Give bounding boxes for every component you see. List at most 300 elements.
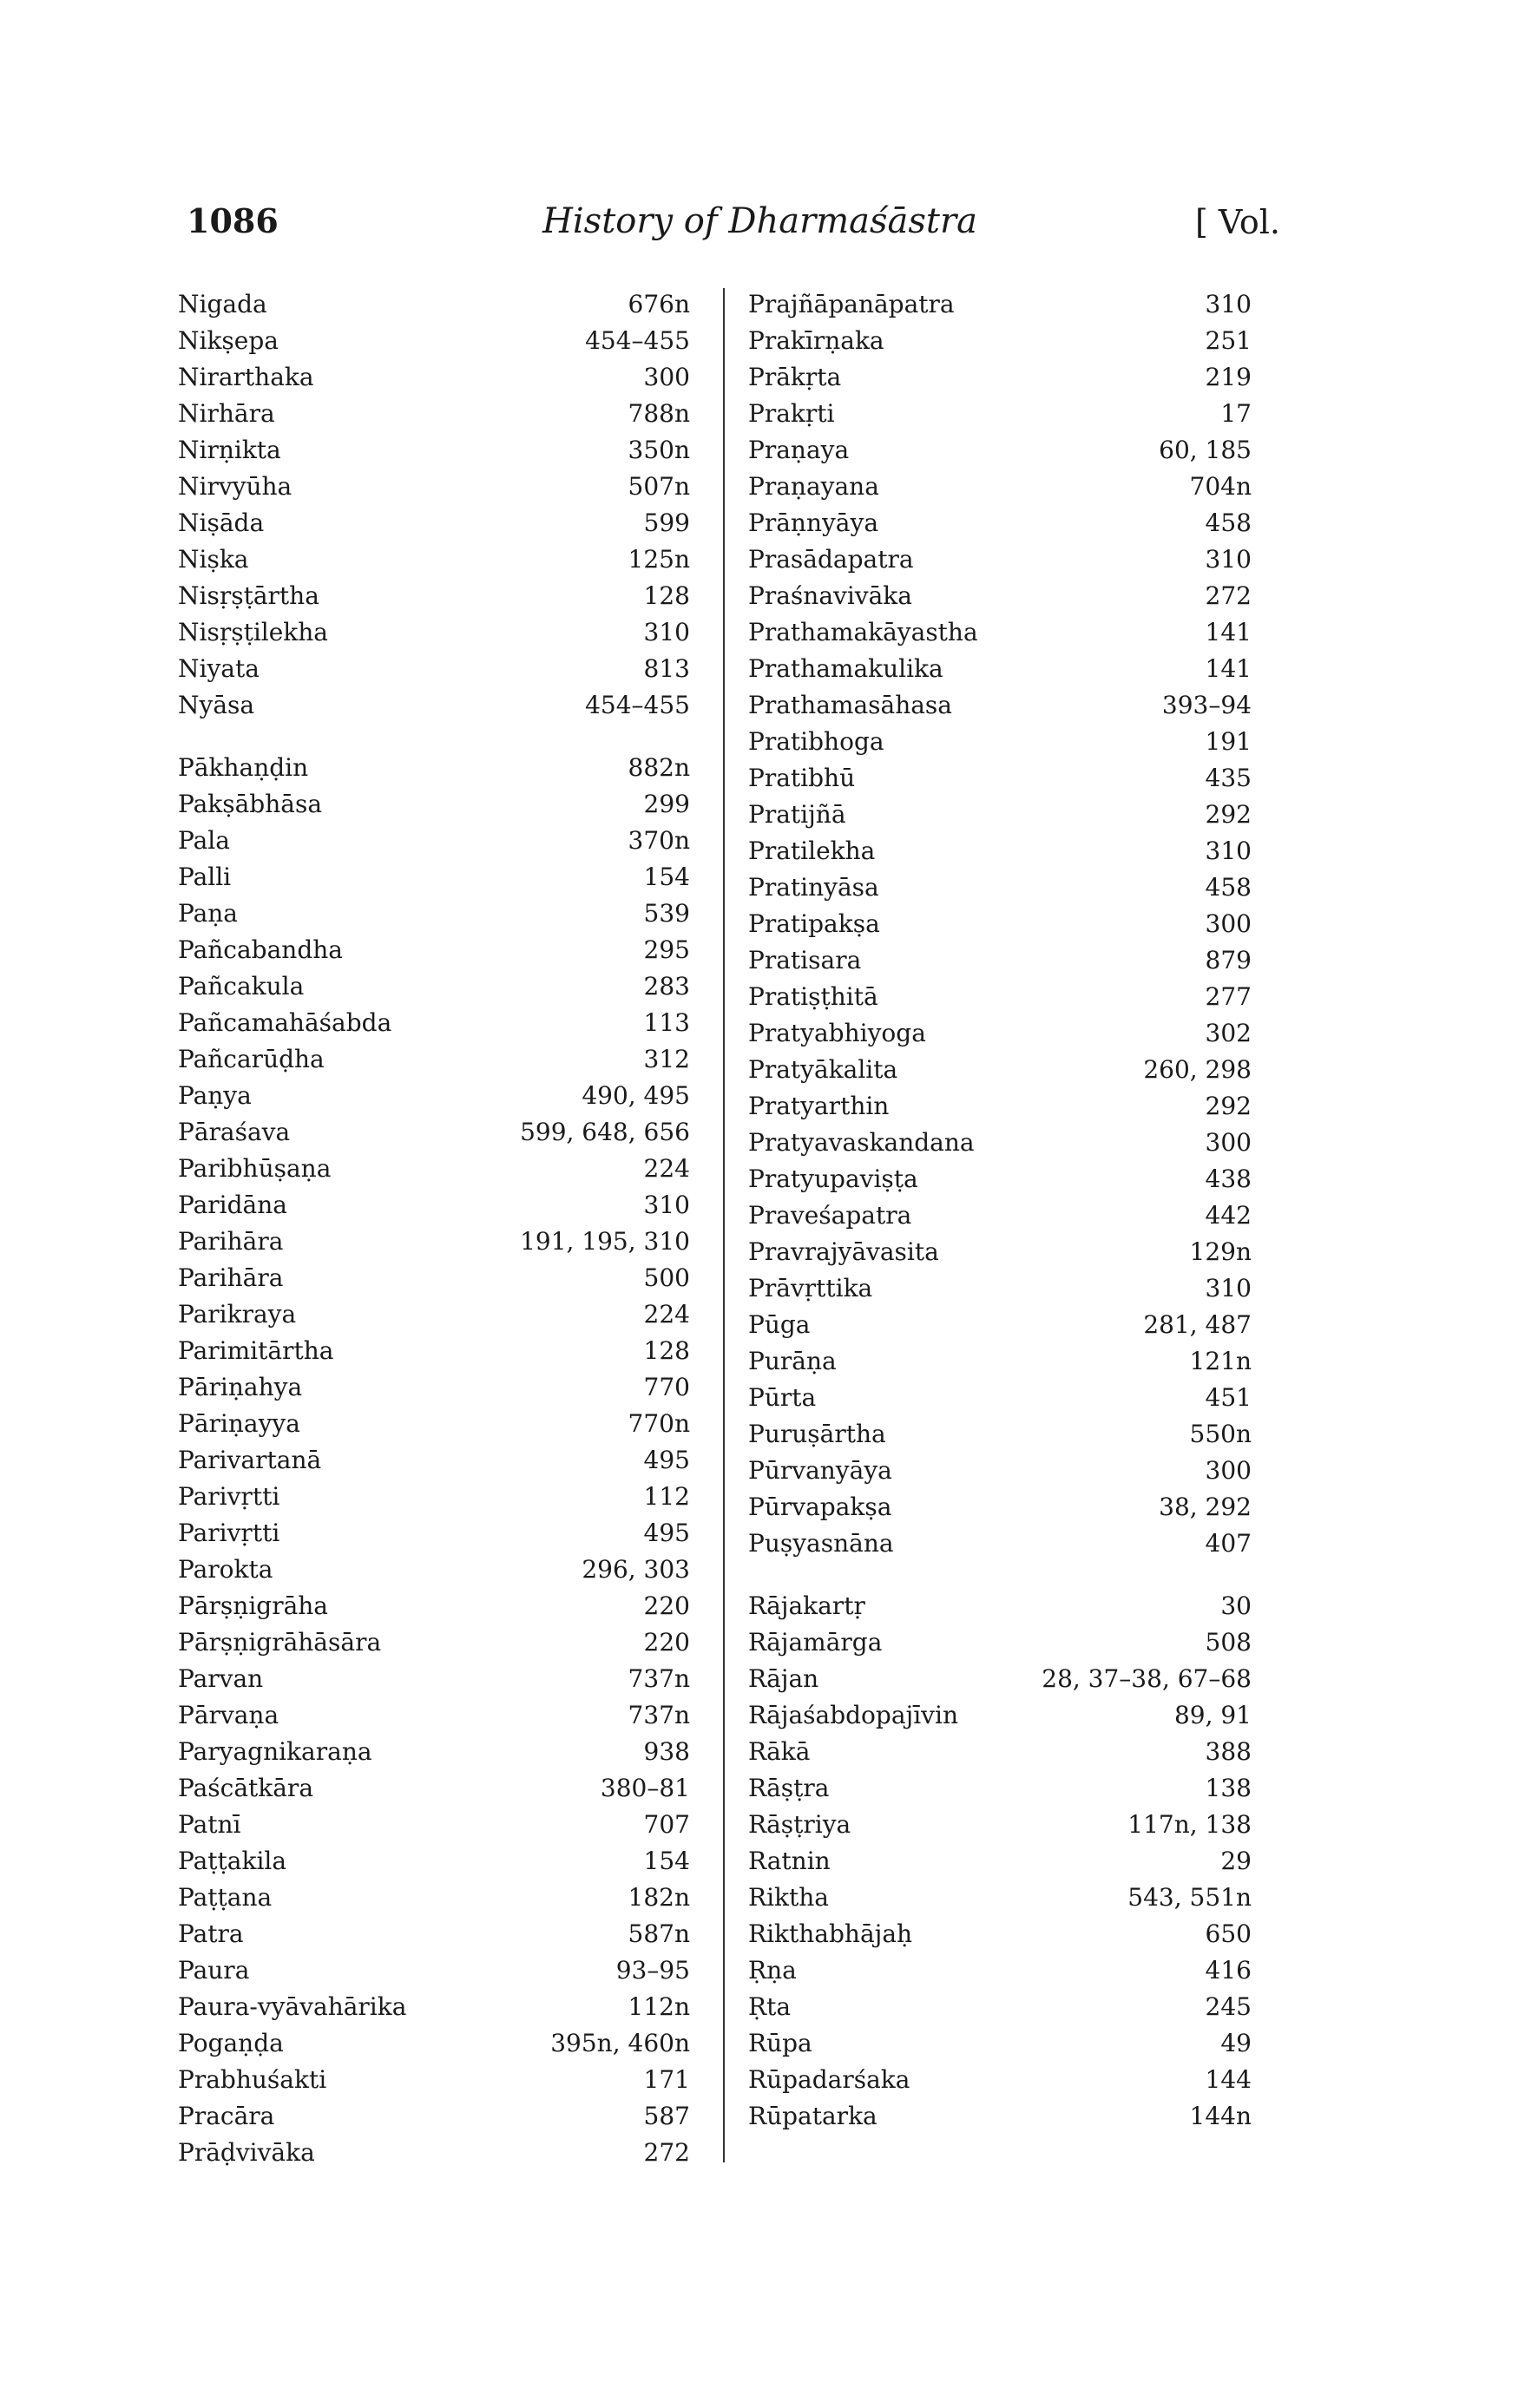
index-term: Puruṣārtha [748, 1420, 886, 1448]
index-term: Parokta [178, 1555, 273, 1584]
index-term: Paścātkāra [178, 1774, 314, 1802]
index-term: Paṇya [178, 1081, 252, 1110]
index-term: Pratyākalita [748, 1055, 898, 1084]
page-reference: 138 [1205, 1774, 1252, 1802]
page-reference: 587 [643, 2102, 690, 2130]
page-reference: 154 [643, 1847, 690, 1875]
index-term: Pañcabandha [178, 935, 343, 964]
index-term: Praśnavivāka [748, 581, 912, 610]
index-entry [178, 1588, 699, 1624]
index-term: Pūrvanyāya [748, 1456, 892, 1485]
page-reference: 89, 91 [1173, 1701, 1252, 1729]
index-entry [748, 1843, 1260, 1880]
index-entry [178, 687, 699, 724]
index-term: Prakṛti [748, 399, 835, 428]
page-reference: 121n [1189, 1347, 1252, 1375]
index-term: Prakīrṇaka [748, 326, 884, 355]
index-term: Niṣāda [178, 509, 265, 537]
index-term: Paṭṭakila [178, 1847, 287, 1875]
index-entry [178, 968, 699, 1005]
index-term: Pratilekha [748, 837, 876, 865]
index-entry [178, 1078, 699, 1114]
index-term: Prabhuśakti [178, 2065, 327, 2094]
page-reference: 277 [1205, 982, 1252, 1011]
index-term: Pratyavaskandana [748, 1128, 975, 1157]
page-reference: 650 [1205, 1919, 1252, 1948]
page-reference: 407 [1205, 1529, 1252, 1558]
page-reference: 128 [643, 1336, 690, 1365]
index-term: Rūpatarka [748, 2102, 877, 2130]
index-term: Parivṛtti [178, 1482, 280, 1511]
index-term: Pārvaṇa [178, 1701, 279, 1729]
page-reference: 191, 195, 310 [520, 1227, 690, 1256]
index-entry [748, 1270, 1260, 1307]
page-reference: 60, 185 [1159, 436, 1252, 464]
index-entry [748, 1416, 1260, 1453]
index-entry [748, 396, 1260, 432]
index-term: Praṇaya [748, 436, 850, 464]
index-term: Rikthabhājaḥ [748, 1919, 913, 1948]
index-entry [748, 1697, 1260, 1734]
index-term: Nigada [178, 290, 267, 318]
index-term: Purāṇa [748, 1347, 837, 1375]
page-reference: 17 [1220, 399, 1252, 428]
index-entry [178, 578, 699, 614]
index-entry [748, 2025, 1260, 2062]
index-entry [178, 359, 699, 396]
index-entry [178, 1552, 699, 1588]
page-reference: 171 [643, 2065, 690, 2094]
index-entry [748, 1989, 1260, 2025]
index-entry [748, 1343, 1260, 1380]
index-term: Paridāna [178, 1191, 287, 1219]
page-reference: 370n [628, 826, 690, 855]
index-entry [178, 896, 699, 932]
index-entry [748, 833, 1260, 869]
index-term: Pracāra [178, 2102, 275, 2130]
index-term: Pratiṣṭhitā [748, 982, 878, 1011]
page-reference: 125n [628, 545, 690, 574]
index-entry [748, 797, 1260, 833]
index-term: Nikṣepa [178, 326, 279, 355]
index-entry [178, 1296, 699, 1333]
index-entry [178, 505, 699, 541]
page-reference: 438 [1205, 1165, 1252, 1193]
page-reference: 350n [628, 436, 690, 464]
index-term: Nirvyūha [178, 472, 292, 501]
index-entry [178, 786, 699, 823]
index-term: Rāṣṭra [748, 1774, 830, 1802]
index-term: Pañcakula [178, 972, 305, 1001]
index-entry [748, 432, 1260, 469]
index-term: Parvan [178, 1664, 264, 1693]
page-reference: 29 [1220, 1847, 1252, 1875]
index-entry [178, 469, 699, 505]
index-entry [178, 2098, 699, 2135]
page-reference: 292 [1205, 1092, 1252, 1120]
index-entry [178, 396, 699, 432]
index-term: Patnī [178, 1810, 241, 1839]
index-entry [748, 323, 1260, 359]
index-term: Prāvṛttika [748, 1274, 873, 1302]
index-term: Pākhaṇḍin [178, 753, 309, 782]
index-term: Niṣka [178, 545, 249, 574]
index-term: Rājan [748, 1664, 819, 1693]
page-reference: 507n [628, 472, 690, 501]
index-term: Parikraya [178, 1300, 297, 1329]
index-entry [178, 750, 699, 786]
page-reference: 30 [1220, 1591, 1252, 1620]
page-reference: 141 [1205, 618, 1252, 646]
page-reference: 283 [643, 972, 690, 1001]
index-entry [178, 1807, 699, 1843]
page-reference: 144 [1205, 2065, 1252, 2094]
page-reference: 112 [643, 1482, 690, 1511]
index-term: Pravrajyāvasita [748, 1237, 939, 1266]
index-term: Pratyabhiyoga [748, 1019, 926, 1047]
page-reference: 599 [643, 509, 690, 537]
index-entry [178, 1224, 699, 1260]
group-spacer [748, 1562, 1260, 1588]
index-entry [178, 1515, 699, 1552]
index-term: Parimitārtha [178, 1336, 334, 1365]
page-reference: 272 [1205, 581, 1252, 610]
index-entry [178, 614, 699, 651]
page-reference: 676n [628, 290, 690, 318]
index-term: Pratisara [748, 946, 862, 974]
page-reference: 144n [1189, 2102, 1252, 2130]
index-term: Parivṛtti [178, 1519, 280, 1547]
page-reference: 770n [628, 1409, 690, 1438]
page-reference: 508 [1205, 1628, 1252, 1657]
index-entry [748, 1489, 1260, 1526]
index-term: Pāriṇayya [178, 1409, 300, 1438]
index-term: Pāraśava [178, 1118, 291, 1146]
index-term: Ratnin [748, 1847, 831, 1875]
page-reference: 587n [628, 1919, 690, 1948]
index-entry [178, 823, 699, 859]
index-term: Nirarthaka [178, 363, 314, 391]
page-reference: 224 [643, 1300, 690, 1329]
page-number: 1086 [187, 201, 279, 240]
page-reference: 770 [643, 1373, 690, 1401]
index-entry [748, 724, 1260, 760]
index-term: Nyāsa [178, 691, 255, 719]
index-term: Prasādapatra [748, 545, 914, 574]
page-reference: 141 [1205, 654, 1252, 683]
page-reference: 292 [1205, 800, 1252, 829]
index-term: Ṛṇa [748, 1956, 797, 1985]
index-term: Parihāra [178, 1227, 284, 1256]
page-reference: 260, 298 [1143, 1055, 1252, 1084]
index-entry [178, 1041, 699, 1078]
index-term: Riktha [748, 1883, 829, 1912]
page-reference: 113 [643, 1008, 690, 1037]
page-reference: 495 [643, 1446, 690, 1474]
page-reference: 281, 487 [1143, 1310, 1252, 1339]
page-reference: 128 [643, 581, 690, 610]
page-reference: 454–455 [585, 691, 690, 719]
page-reference: 879 [1205, 946, 1252, 974]
index-entry [748, 2062, 1260, 2098]
index-term: Nisṛṣṭilekha [178, 618, 329, 646]
page-reference: 454–455 [585, 326, 690, 355]
page-reference: 312 [643, 1045, 690, 1073]
index-term: Pratibhū [748, 764, 856, 792]
index-column-right [748, 286, 1260, 2135]
index-entry [748, 614, 1260, 651]
index-entry [178, 1005, 699, 1041]
index-entry [178, 323, 699, 359]
index-entry [178, 1151, 699, 1187]
index-entry [178, 1260, 699, 1296]
page-reference: 737n [628, 1701, 690, 1729]
page-reference: 220 [643, 1628, 690, 1657]
index-entry [748, 1952, 1260, 1989]
index-term: Rāṣṭriya [748, 1810, 851, 1839]
index-term: Pratipakṣa [748, 909, 880, 938]
page-reference: 543, 551n [1127, 1883, 1252, 1912]
page-reference: 310 [643, 1191, 690, 1219]
page-reference: 388 [1205, 1737, 1252, 1766]
index-entry [748, 469, 1260, 505]
index-entry [748, 869, 1260, 906]
page-reference: 310 [1205, 837, 1252, 865]
index-entry [178, 2135, 699, 2171]
index-entry [178, 432, 699, 469]
page-reference: 302 [1205, 1019, 1252, 1047]
index-entry [178, 1187, 699, 1224]
index-entry [748, 979, 1260, 1015]
index-term: Rūpa [748, 2029, 812, 2057]
index-entry [748, 578, 1260, 614]
index-entry [178, 1989, 699, 2025]
page-reference: 395n, 460n [550, 2029, 690, 2057]
page-reference: 49 [1220, 2029, 1252, 2057]
page-reference: 251 [1205, 326, 1252, 355]
index-term: Pratyarthin [748, 1092, 890, 1120]
index-term: Ṛta [748, 1992, 792, 2021]
page-reference: 599, 648, 656 [520, 1118, 690, 1146]
group-spacer [178, 724, 699, 750]
index-entry [748, 1624, 1260, 1661]
page-reference: 938 [643, 1737, 690, 1766]
page-reference: 220 [643, 1591, 690, 1620]
index-entry [178, 2025, 699, 2062]
index-term: Niyata [178, 654, 260, 683]
page-reference: 182n [628, 1883, 690, 1912]
index-term: Nirṇikta [178, 436, 281, 464]
index-term: Rūpadarśaka [748, 2065, 910, 2094]
index-term: Pakṣābhāsa [178, 790, 323, 818]
page-reference: 442 [1205, 1201, 1252, 1230]
index-entry [178, 1114, 699, 1151]
index-entry [748, 1234, 1260, 1270]
page-reference: 380–81 [600, 1774, 690, 1802]
page-reference: 539 [643, 899, 690, 928]
index-term: Paryagnikaraṇa [178, 1737, 372, 1766]
index-entry [178, 286, 699, 323]
page-reference: 737n [628, 1664, 690, 1693]
page-reference: 300 [1205, 1128, 1252, 1157]
page-reference: 435 [1205, 764, 1252, 792]
index-entry [748, 1916, 1260, 1952]
page-reference: 112n [628, 1992, 690, 2021]
index-entry [748, 1734, 1260, 1770]
page-reference: 272 [643, 2138, 690, 2167]
index-entry [178, 1916, 699, 1952]
index-entry [748, 541, 1260, 578]
index-term: Patra [178, 1919, 244, 1948]
index-term: Praṇayana [748, 472, 879, 501]
index-term: Pala [178, 826, 230, 855]
index-term: Pūrvapakṣa [748, 1493, 892, 1521]
index-term: Paṭṭana [178, 1883, 273, 1912]
index-entry [178, 2062, 699, 2098]
index-entry [178, 1697, 699, 1734]
index-term: Pratinyāsa [748, 873, 879, 902]
index-entry [178, 1661, 699, 1697]
index-entry [748, 505, 1260, 541]
index-entry [748, 1880, 1260, 1916]
index-term: Prajñāpanāpatra [748, 290, 955, 318]
index-term: Rājakartṛ [748, 1591, 865, 1620]
page-reference: 310 [643, 618, 690, 646]
running-title: History of Dharmaśāstra [542, 201, 977, 241]
index-term: Pañcamahāśabda [178, 1008, 392, 1037]
page-reference: 117n, 138 [1127, 1810, 1252, 1839]
index-term: Prāḍvivāka [178, 2138, 315, 2167]
index-entry [748, 1307, 1260, 1343]
page-reference: 393–94 [1161, 691, 1252, 719]
page-reference: 310 [1205, 545, 1252, 574]
index-entry [748, 687, 1260, 724]
index-term: Pārṣṇigrāha [178, 1591, 329, 1620]
page-reference: 38, 292 [1159, 1493, 1252, 1521]
index-term: Paṇa [178, 899, 239, 928]
index-entry [748, 359, 1260, 396]
page-reference: 28, 37–38, 67–68 [1042, 1664, 1252, 1693]
index-entry [748, 1770, 1260, 1807]
index-entry [178, 1952, 699, 1989]
index-term: Pañcarūḍha [178, 1045, 325, 1073]
page-reference: 295 [643, 935, 690, 964]
index-entry [748, 1088, 1260, 1125]
index-term: Paura [178, 1956, 250, 1985]
page-reference: 500 [643, 1263, 690, 1292]
index-term: Rākā [748, 1737, 811, 1766]
index-entry [748, 1161, 1260, 1197]
index-term: Pūga [748, 1310, 811, 1339]
index-entry [748, 1588, 1260, 1624]
index-term: Pogaṇḍa [178, 2029, 284, 2057]
index-entry [178, 1406, 699, 1442]
index-term: Pāriṇahya [178, 1373, 303, 1401]
index-term: Pārṣṇigrāhāsāra [178, 1628, 382, 1657]
page-reference: 495 [643, 1519, 690, 1547]
index-entry [748, 1125, 1260, 1161]
index-entry [178, 1880, 699, 1916]
index-term: Palli [178, 863, 232, 891]
index-term: Prathamakulika [748, 654, 943, 683]
index-term: Parihāra [178, 1263, 284, 1292]
index-entry [748, 906, 1260, 942]
page-reference: 458 [1205, 509, 1252, 537]
index-entry [748, 286, 1260, 323]
index-entry [178, 1333, 699, 1369]
page-reference: 451 [1205, 1383, 1252, 1412]
index-term: Parivartanā [178, 1446, 322, 1474]
index-term: Nisṛṣṭārtha [178, 581, 319, 610]
index-entry [748, 942, 1260, 979]
page-reference: 300 [643, 363, 690, 391]
index-entry [178, 1843, 699, 1880]
index-entry [178, 651, 699, 687]
index-term: Paura-vyāvahārika [178, 1992, 407, 2021]
index-term: Nirhāra [178, 399, 275, 428]
index-entry [748, 1380, 1260, 1416]
index-entry [178, 859, 699, 896]
page-reference: 882n [628, 753, 690, 782]
index-entry [748, 1015, 1260, 1052]
index-entry [178, 1369, 699, 1406]
index-entry [748, 1661, 1260, 1697]
volume-label: [ Vol. [1195, 203, 1280, 241]
page-reference: 129n [1189, 1237, 1252, 1266]
page-reference: 191 [1205, 727, 1252, 756]
index-term: Pratibhoga [748, 727, 884, 756]
page-reference: 416 [1205, 1956, 1252, 1985]
index-term: Prākṛta [748, 363, 842, 391]
index-entry [748, 1807, 1260, 1843]
page-reference: 310 [1205, 1274, 1252, 1302]
page-reference: 490, 495 [582, 1081, 690, 1110]
index-entry [748, 760, 1260, 797]
page-reference: 707 [643, 1810, 690, 1839]
index-term: Prathamasāhasa [748, 691, 952, 719]
index-entry [748, 2098, 1260, 2135]
index-entry [178, 1442, 699, 1479]
index-term: Rājaśabdopajīvin [748, 1701, 958, 1729]
index-entry [178, 1734, 699, 1770]
index-entry [178, 932, 699, 968]
column-divider [723, 288, 725, 2162]
index-entry [748, 651, 1260, 687]
page-reference: 813 [643, 654, 690, 683]
page-reference: 296, 303 [582, 1555, 690, 1584]
index-term: Prathamakāyastha [748, 618, 978, 646]
page-reference: 245 [1205, 1992, 1252, 2021]
index-entry [748, 1052, 1260, 1088]
page-reference: 299 [643, 790, 690, 818]
index-term: Prāṇnyāya [748, 509, 879, 537]
page-reference: 550n [1189, 1420, 1252, 1448]
index-entry [178, 1479, 699, 1515]
index-term: Praveśapatra [748, 1201, 912, 1230]
index-term: Rājamārga [748, 1628, 883, 1657]
page-header [187, 201, 1280, 262]
index-term: Pratijñā [748, 800, 846, 829]
index-term: Puṣyasnāna [748, 1529, 894, 1558]
page-reference: 788n [628, 399, 690, 428]
index-entry [748, 1197, 1260, 1234]
index-term: Pratyupaviṣṭa [748, 1165, 918, 1193]
page-reference: 93–95 [615, 1956, 690, 1985]
page-reference: 300 [1205, 909, 1252, 938]
page-reference: 154 [643, 863, 690, 891]
page-reference: 310 [1205, 290, 1252, 318]
index-entry [178, 1770, 699, 1807]
